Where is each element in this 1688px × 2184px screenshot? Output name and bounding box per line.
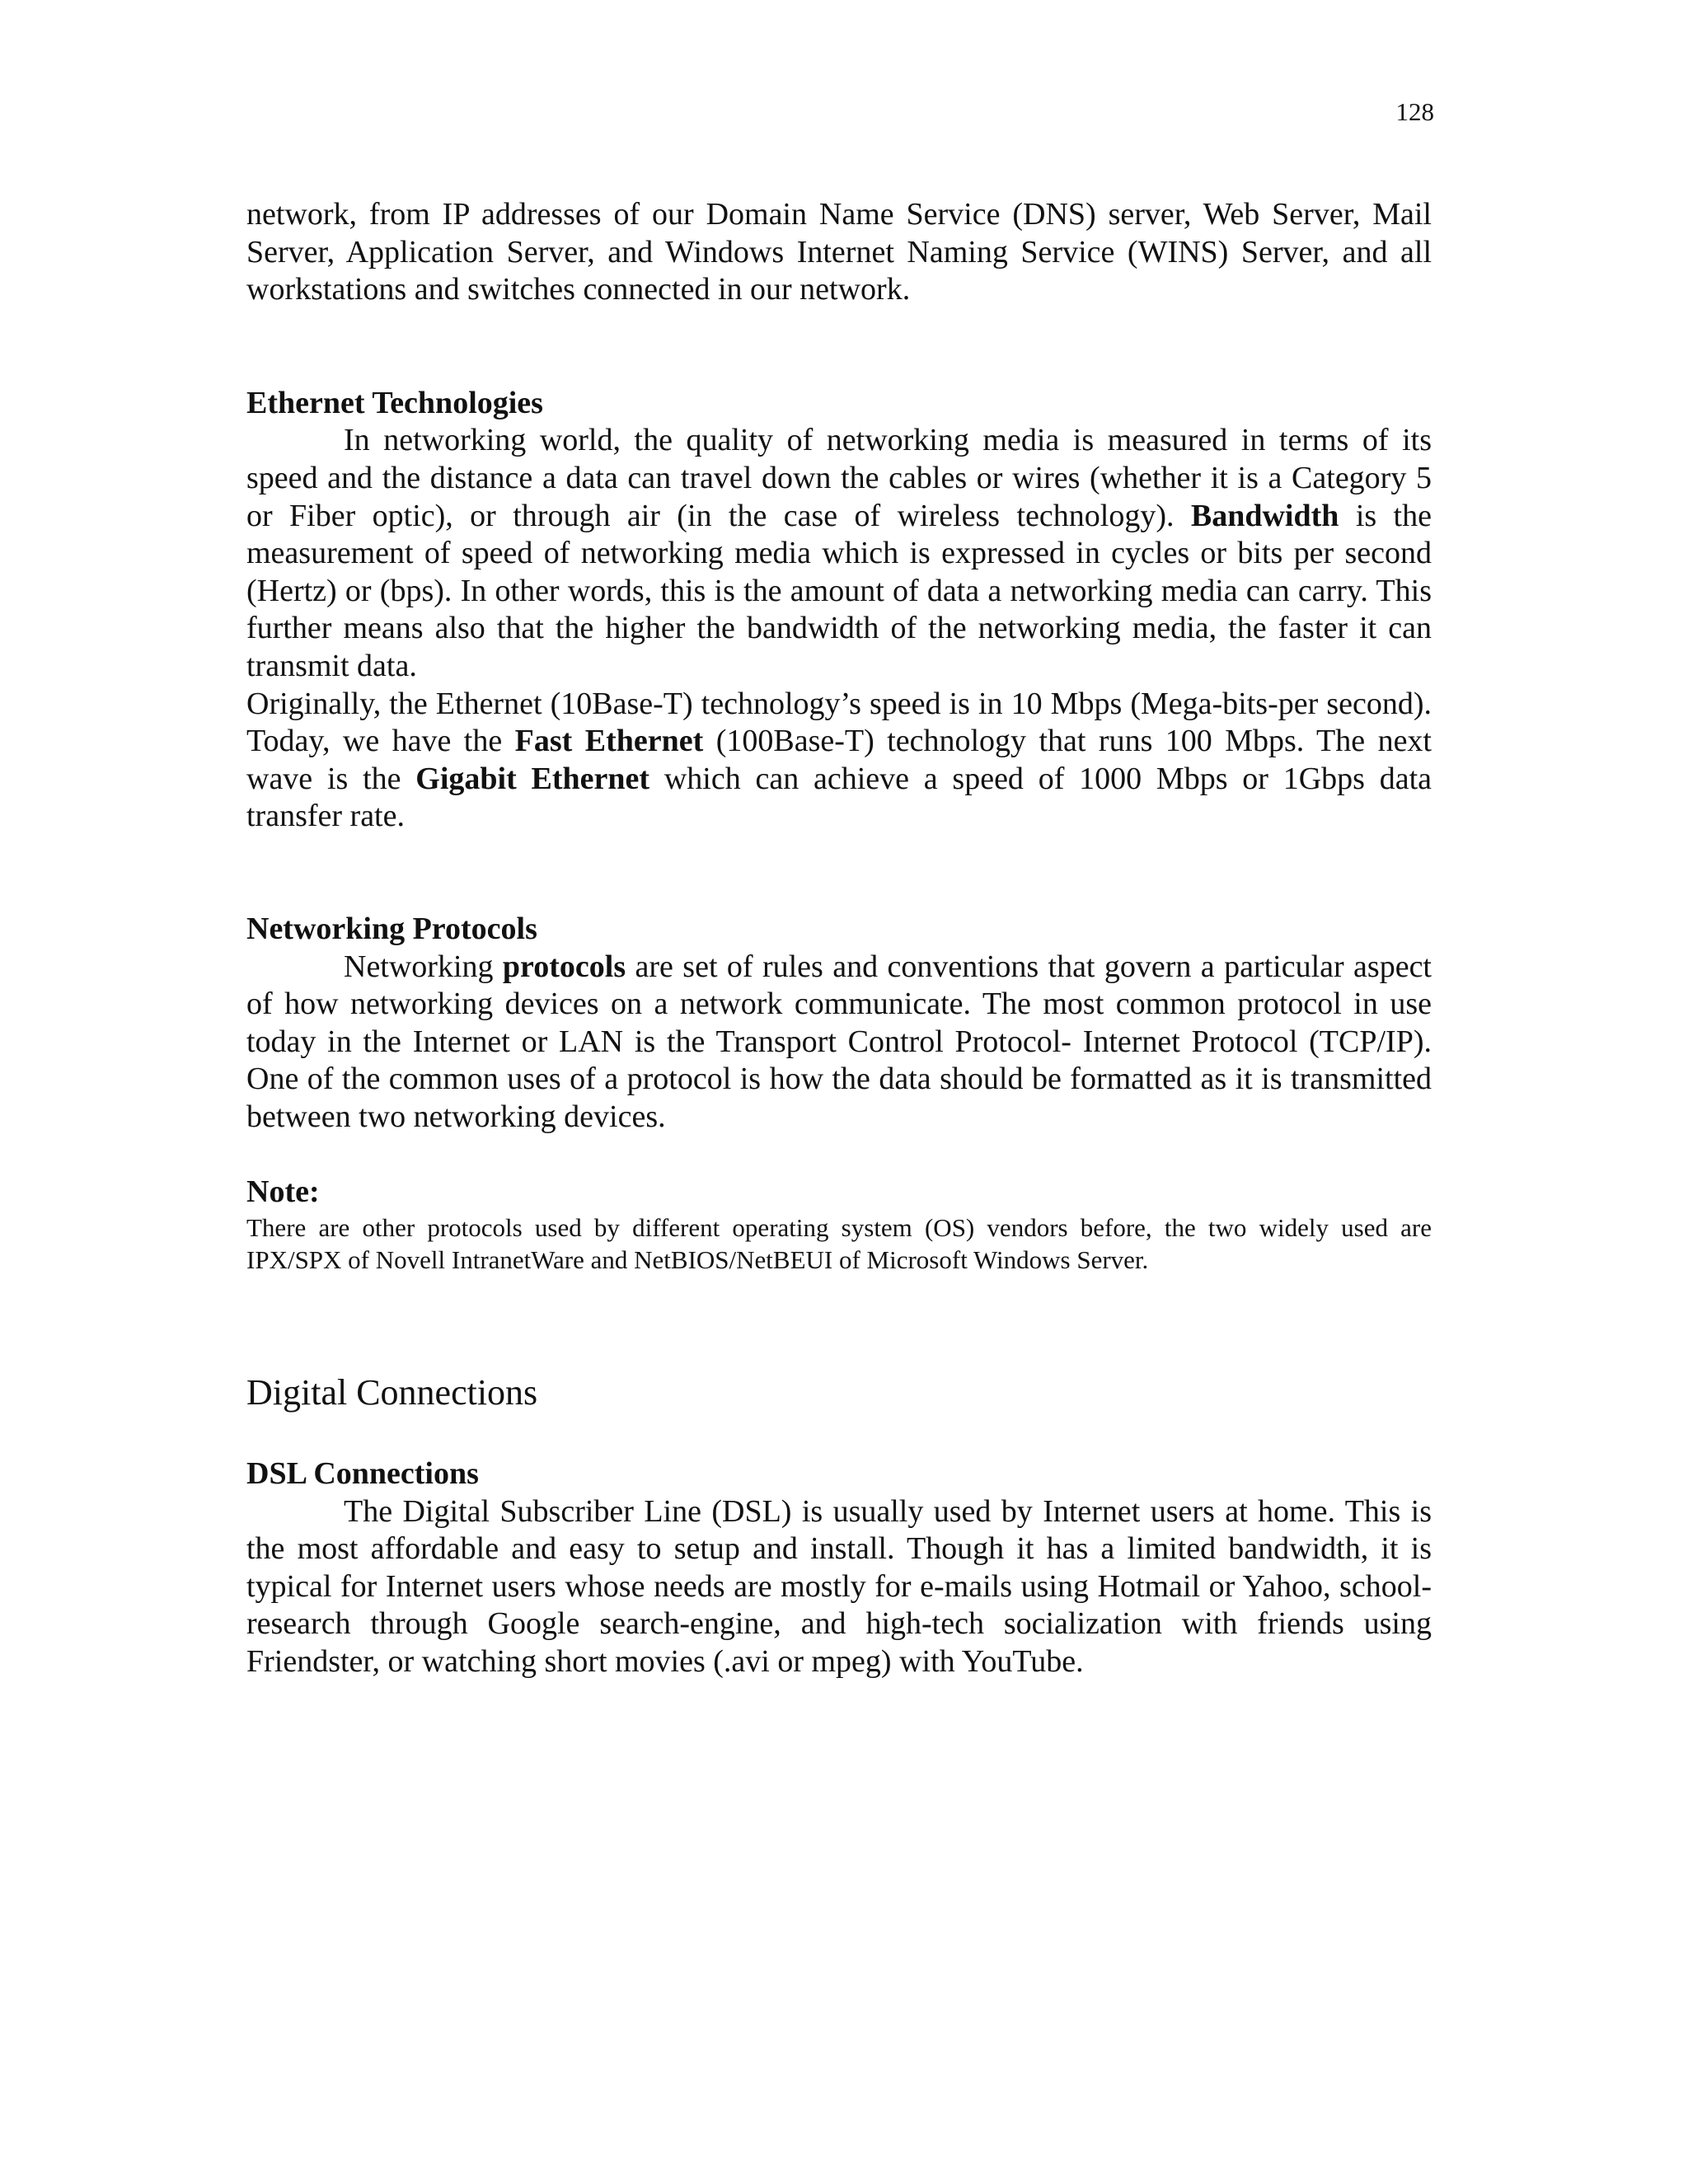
dsl-section	[246, 1455, 1432, 1681]
protocols-paragraph	[246, 949, 1432, 1137]
protocols-text-1: Networking	[344, 949, 503, 984]
ethernet-section	[246, 385, 1432, 836]
note-paragraph: There are other protocols used by different operating system (OS) vendors before, the two widely used are IPX/SPX of Novell IntranetWare and NetBIOS/NetBEUI of Microsoft Windows Server.	[246, 1213, 1432, 1275]
speed-text-1: Originally, the Ethernet (10Base-T) technology’s speed is in 10 Mbps (Mega-bits-per second). Today, we have the	[246, 686, 1432, 759]
fast-ethernet-term: Fast Ethernet	[514, 724, 704, 759]
protocols-text-2: are set of rules and conventions that govern a particular aspect of how networking devices on a network communicate. The most common protocol in use today in the Internet or LAN is the Transport Control Protocol- Internet Protocol (TCP/IP). One of the common uses of a protocol is how the data should be formatted as it is transmitted between two networking devices.	[246, 949, 1432, 1134]
protocols-section	[246, 911, 1432, 1137]
ethernet-speed-paragraph	[246, 686, 1432, 836]
gigabit-ethernet-term: Gigabit Ethernet	[415, 761, 650, 796]
bandwidth-term: Bandwidth	[1190, 498, 1339, 533]
protocols-term: protocols	[502, 949, 626, 984]
ethernet-paragraph	[246, 422, 1432, 685]
ethernet-text-1: In networking world, the quality of networking media is measured in terms of its speed and the distance a data can travel down the cables or wires (whether it is a Category 5 or Fiber optic), or through air (in the case of wireless technology).	[246, 423, 1432, 533]
page-number: 128	[1395, 97, 1434, 126]
ethernet-text-2: is the measurement of speed of networking media which is expressed in cycles or bits per second (Hertz) or (bps). In other words, this is the amount of data a networking media can carry. This further means also that the higher the bandwidth of the networking media, the faster it can transmit data.	[246, 498, 1432, 683]
speed-text-3: which can achieve a speed of 1000 Mbps or 1Gbps data transfer rate.	[246, 761, 1432, 834]
note-section	[246, 1174, 1432, 1276]
speed-text-2: (100Base-T) technology that runs 100 Mbps. The next wave is the	[246, 724, 1432, 796]
dsl-heading: DSL Connections	[246, 1456, 479, 1492]
protocols-heading: Networking Protocols	[246, 911, 537, 946]
note-heading: Note:	[246, 1174, 320, 1210]
page-content	[246, 196, 1432, 1681]
digital-connections-heading: Digital Connections	[246, 1372, 538, 1413]
dsl-paragraph: The Digital Subscriber Line (DSL) is usually used by Internet users at home. This is the most affordable and easy to setup and install. Though it has a limited bandwidth, it is typical for Internet users whose needs are mostly for e-mails using Hotmail or Yahoo, school-research through Google search-engine, and high-tech socialization with friends using Friendster, or watching short movies (.avi or mpeg) with YouTube.	[246, 1493, 1432, 1680]
ethernet-heading: Ethernet Technologies	[246, 385, 543, 420]
intro-paragraph: network, from IP addresses of our Domain Name Service (DNS) server, Web Server, Mail Server, Application Server, and Windows Internet Naming Service (WINS) Server, and all workstations and switches connected in our network.	[246, 197, 1432, 307]
